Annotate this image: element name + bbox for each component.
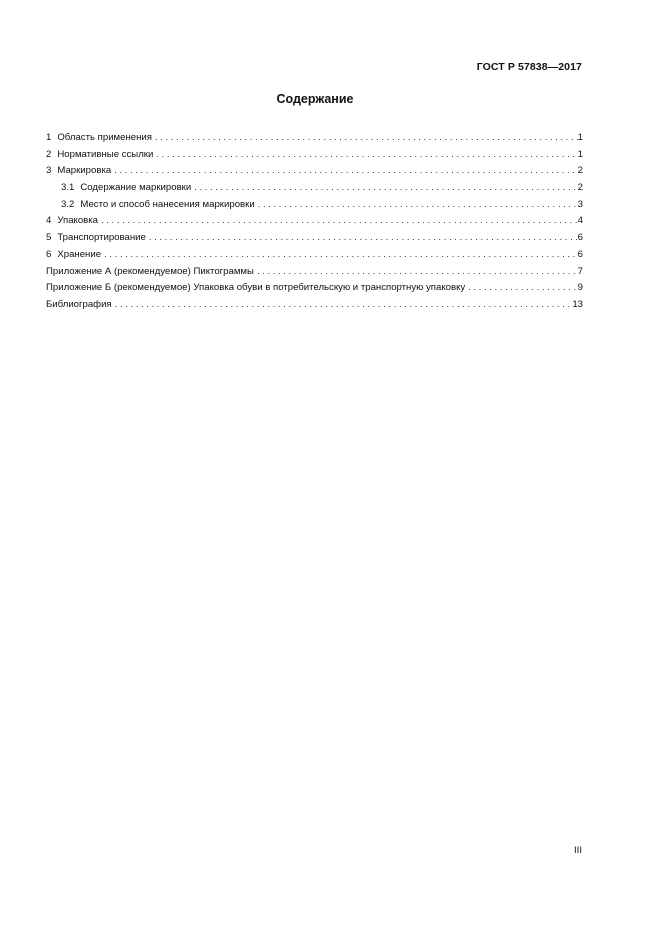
leader-dots: [153, 147, 577, 164]
toc-entry-bibliography[interactable]: [46, 297, 583, 314]
leader-dots: [254, 264, 578, 281]
document-code: ГОСТ Р 57838—2017: [476, 61, 582, 73]
toc-entry-number: 2: [46, 148, 52, 160]
toc-entry-number: 4: [46, 215, 52, 227]
toc-entry-number: 6: [46, 248, 52, 260]
leader-dots: [152, 130, 578, 147]
toc-entry-number: 5: [46, 232, 52, 244]
toc-entry-page: 3: [577, 198, 583, 210]
leader-dots: [465, 280, 577, 297]
leader-dots: [101, 247, 578, 264]
toc-entry-page: 2: [577, 182, 583, 194]
toc-entry-page: 9: [577, 282, 583, 294]
toc-entry-4[interactable]: [46, 213, 583, 230]
toc-entry-label: Транспортирование: [57, 232, 146, 244]
leader-dots: [112, 297, 573, 314]
toc-entry-3[interactable]: [46, 163, 583, 180]
leader-dots: [146, 230, 578, 247]
toc-entry-appendix-a[interactable]: [46, 264, 583, 281]
toc-entry-1[interactable]: [46, 130, 583, 147]
leader-dots: [255, 197, 578, 214]
toc-entry-page: 7: [577, 265, 583, 277]
toc-entry-5[interactable]: [46, 230, 583, 247]
toc-entry-label: Приложение А (рекомендуемое) Пиктограммы: [46, 265, 254, 277]
toc-entry-appendix-b[interactable]: [46, 280, 583, 297]
leader-dots: [98, 213, 578, 230]
toc-entry-page: 1: [577, 132, 583, 143]
toc-entry-number: 3.2: [61, 198, 75, 210]
toc-entry-label: Нормативные ссылки: [57, 148, 154, 160]
toc-entry-label: Область применения: [57, 132, 152, 143]
toc-entry-label: Маркировка: [57, 165, 112, 177]
toc-entry-label: Упаковка: [57, 215, 99, 227]
toc-title: Содержание: [276, 92, 354, 106]
toc-entry-label: Библиография: [46, 298, 112, 310]
toc-entry-label: Место и способ нанесения маркировки: [80, 198, 255, 210]
toc-entry-3-2[interactable]: [46, 197, 583, 214]
toc-entry-page: 4: [577, 215, 583, 227]
page-number: III: [574, 845, 582, 856]
toc-entry-number: 1: [46, 132, 52, 143]
toc-entry-page: 6: [577, 248, 583, 260]
toc-entry-label: Приложение Б (рекомендуемое) Упаковка обуви в потребительскую и транспортную упаковку: [46, 282, 466, 294]
toc-entry-number: 3.1: [61, 182, 75, 194]
toc-entry-page: 1: [577, 148, 583, 160]
toc-entry-label: Содержание маркировки: [80, 182, 192, 194]
toc-entry-page: 13: [572, 298, 583, 310]
toc-entry-6[interactable]: [46, 247, 583, 264]
leader-dots: [191, 180, 577, 197]
toc-entry-number: 3: [46, 165, 52, 177]
toc-entry-label: Хранение: [57, 248, 102, 260]
table-of-contents: [46, 130, 583, 314]
toc-entry-page: 2: [577, 165, 583, 177]
leader-dots: [111, 163, 577, 180]
toc-entry-3-1[interactable]: [46, 180, 583, 197]
toc-entry-page: 6: [577, 232, 583, 244]
toc-entry-2[interactable]: [46, 147, 583, 164]
